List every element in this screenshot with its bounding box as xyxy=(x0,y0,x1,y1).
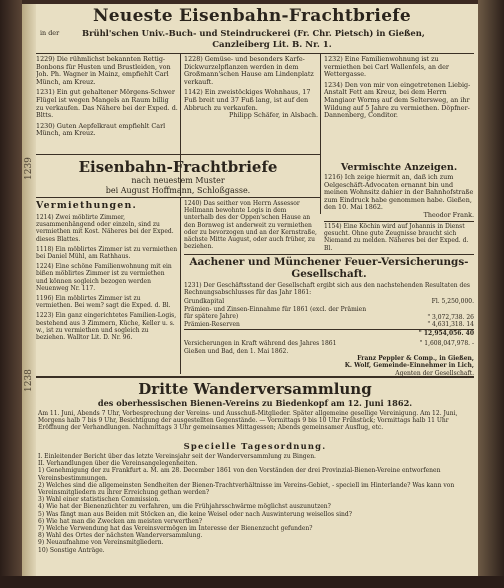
ad-rettig-bonbons: 1229) Die rühmlichst bekannten Rettig-Bonbons für Husten und Brustleiden, von Joh. Ph. Wagner in Mainz, empfiehlt Carl Münch, am Kreuz. xyxy=(36,56,171,86)
vermischte-sign: Theodor Frank. xyxy=(423,211,474,219)
vermieth-item: 1118) Ein möblirtes Zimmer ist zu vermiethen bei Daniel Mühl, am Rathhaus. xyxy=(36,245,178,261)
ad-familienwohnung: 1232) Eine Familienwohnung ist zu vermiethen bei Carl Wallenfels, an der Wettergasse. xyxy=(324,56,449,79)
insurance-place: Gießen und Bad, den 1. Mai 1862. xyxy=(184,348,289,355)
ad-fluegel: 1231) Ein gut gehaltener Mörgens-Schwer Flügel ist wegen Mangels an Raum billig zu verkaufen. Das Nähere bei der Exped. d. Bltts. xyxy=(36,88,178,120)
vermischte-title: Vermischte Anzeigen. xyxy=(340,162,458,173)
vermieth-item: 1196) Ein möblirtes Zimmer ist zu vermiethen. Bei wem? sagt die Exped. d. Bl. xyxy=(36,295,171,310)
assembly-title: Dritte Wanderversammlung xyxy=(138,380,372,398)
agenda-item: 5) Was fängt man aus Beiden mit Stöcken an, die keine Weisel oder nach Auswinterung weisellos sind? xyxy=(38,510,352,518)
agenda-item: 10) Sonstige Anträge. xyxy=(38,546,105,554)
insurance-intro: 1231) Der Geschäftsstand der Gesellschaft ergibt sich aus den nachstehenden Resultaten des Rechnungsabschlusses für das Jahr 1861: xyxy=(184,282,470,297)
ad-hellmann-logis: 1240) Das seither von Herrn Assessor Hellmann bewohnte Logis in dem unterhalb des der Oppen'schen Hause an den Bornweg ist anderweit zu vermiethen oder zu bevorzogen und an der Kernstraße, nächste Mitte August, oder auch früher, zu beziehen. xyxy=(184,200,317,251)
center-ad-sub1: nach neuestem Muster xyxy=(131,176,225,185)
insurance-row-label: Prämien-Reserven xyxy=(184,321,240,328)
assembly-agenda-title: Specielle Tagesordnung. xyxy=(183,441,327,451)
insurance-agents-2: K. Wolf, Gemeinde-Einnehmer in Lich, xyxy=(344,362,474,370)
assembly-subtitle: des oberhessischen Bienen-Vereins zu Biedenkopf am 12. Juni 1862. xyxy=(97,398,413,408)
masthead-line-b: Brühl'schen Univ.-Buch- und Steindruckerei (Fr. Chr. Pietsch) in Gießen, xyxy=(82,28,425,38)
vermieth-list xyxy=(36,214,178,374)
column-2-ads xyxy=(184,56,318,166)
insurance-row xyxy=(184,329,474,340)
book-edge-right xyxy=(478,0,504,588)
ad-wohnhaus: 1142) Ein zweistöckiges Wohnhaus, 17 Fuß breit und 37 Fuß lang, ist auf den Abbruch zu verkaufen. xyxy=(184,88,311,112)
insurance-row xyxy=(184,298,474,306)
insurance-row-value: " 4,631,318. 14 xyxy=(427,321,474,328)
assembly-agenda-list xyxy=(38,453,472,571)
insurance-row-value: Fl. 5,250,000. xyxy=(431,298,474,305)
center-ad-sub2: bei August Hoffmann, Schloßgasse. xyxy=(105,186,251,195)
insurance-row-value: " 3,072,738. 26 xyxy=(427,313,474,321)
insurance-table xyxy=(184,298,474,377)
rule-above-center-ad xyxy=(36,154,320,155)
vermieth-item: 1224) Eine schöne Familienwohnung mit ein bißen möblirtes Zimmer ist zu vermiethen und können sogleich bezogen werden Neuenweg Nr. 117. xyxy=(36,263,172,292)
side-page-number: 1239 xyxy=(24,157,34,180)
assembly-body: Am 11. Juni, Abends 7 Uhr, Vorbesprechung der Vereins- und Ausschuß-Mitglieder. Später allgemeine gesellige Vereinigung. Am 12. Juni, Morgens halb 7 bis 9 Uhr, Besichtigung der ausgestellten Gegenstände. — Vormittags 9 bis 10 Uhr Frühstück; Vormittags halb 11 Uhr Eröffnung der Verhandlungen. Nachmittags 3 Uhr gemeinsames Mittagessen; Abends gemeinsamer Ausflug, etc. xyxy=(38,410,458,432)
insurance-row-value: " 1,608,047,978. - xyxy=(419,340,474,347)
vermieth-title: Vermiethungen. xyxy=(36,200,137,211)
agenda-item: 4) Wie hat der Bienenzüchter zu verfahren, um die Frühjahrsschwärme möglichst auszunutzen? xyxy=(38,503,331,511)
vermischte-text: 1216) Ich zeige hiermit an, daß ich zum Oelgeschäft-Advocaten ernannt bin und meinen Wohnsitz dahier in der Bahnhofstraße zum Eindruck habe genommen habe. Gießen, den 10. Mai 1862. xyxy=(324,174,474,212)
insurance-agents-1: Franz Peppler & Comp., in Gießen, xyxy=(357,355,474,363)
vermieth-item: 1223) Ein ganz eingerichtetes Familien-Logis, bestehend aus 3 Zimmern, Küche, Keller u. s. w., ist zu vermiethen und sogleich zu beziehen. Walltor Lit. D. Nr. 96. xyxy=(36,312,177,342)
insurance-row xyxy=(184,340,474,348)
column-rule-3 xyxy=(180,198,181,374)
agenda-item: 7) Welche Verwendung hat das Vereinsvermögen im Interesse der Bienenzucht gefunden? xyxy=(38,525,313,533)
agenda-item: 1) Genehmigung der zu Frankfurt a. M. am 28. December 1861 von den Vorständen der drei Provinzial-Bienen-Vereine entworfenen Vereinsbestimmungen. xyxy=(38,467,441,482)
agenda-item: 6) Wie hat man die Zwecken am meisten verwerthen? xyxy=(38,517,203,525)
column-1-ads xyxy=(36,56,178,152)
side-page-number-2: 1238 xyxy=(24,369,34,392)
rule-under-masthead xyxy=(36,53,474,54)
insurance-row-label: Versicherungen in Kraft während des Jahres 1861 xyxy=(184,340,337,347)
agenda-item: I. Einleitender Bericht über das letzte Vereinsjahr seit der Wanderversammlung zu Bingen. xyxy=(38,453,316,460)
insurance-title: Aachener und Münchener Feuer-Versicherungs-Gesellschaft. xyxy=(189,256,469,280)
agenda-item: 2) Welches sind die allgemeinsten Sendheiten der Bienen-Trachtverhältnisse im Vereins-Gebiet, - speciell im Hinterlande? Was kann von Vereinsmitgliedern zu ihrer Erreichung gethan werden? xyxy=(38,481,455,497)
insurance-row xyxy=(184,306,474,321)
ad-gemuese: 1228) Gemüse- und besonders Karfe-Dickwurzelpflanzen werden in dem Großmann'schen Hause am Lindenplatz verkauft. xyxy=(184,56,314,86)
insurance-agents-3: Agenten der Gesellschaft. xyxy=(395,369,474,377)
rule-below-center-ad xyxy=(36,197,320,198)
agenda-item: 3) Wahl einer statistischen Commission. xyxy=(38,496,161,504)
insurance-row-value: " 12,954,056. 40 xyxy=(418,330,474,337)
book-edge-bottom xyxy=(0,576,504,588)
masthead-line-a: in der xyxy=(40,29,60,37)
rule-above-assembly xyxy=(36,376,474,378)
column-3-ads xyxy=(324,56,474,160)
rule-col3-small xyxy=(324,221,474,222)
ad-wohnhaus-sign: Philipp Schäfer, in Alsbach. xyxy=(229,111,318,120)
center-ad-title: Eisenbahn-Frachtbriefe xyxy=(78,158,278,176)
insurance-row xyxy=(184,321,474,329)
masthead-line-c: Canzleiberg Lit. B. Nr. 1. xyxy=(212,40,332,50)
rule-above-insurance xyxy=(184,254,474,255)
ad-koechin: 1154) Eine Köchin wird auf Johannis in Dienst gesucht. Ohne gute Zeugnisse braucht sich Niemand zu melden. Näheres bei der Exped. d. Bl. xyxy=(324,223,469,252)
binding-gutter xyxy=(22,4,36,576)
agenda-item: II. Verhandlungen über die Vereinsangelegenheiten. xyxy=(38,460,198,468)
column-rule-2 xyxy=(320,54,321,214)
vermieth-item: 1214) Zwei möblirte Zimmer, zusammenhängend oder einzeln, sind zu vermiethen mit Kost. Näheres bei der Exped. dieses Blattes. xyxy=(36,214,174,243)
insurance-row-label: Prämien- und Zinsen-Einnahme für 1861 (excl. der Prämien für spätere Jahre) xyxy=(184,306,367,321)
ad-aepfelkraut: 1230) Guten Aepfelkraut empfiehlt Carl Münch, am Kreuz. xyxy=(36,121,166,138)
agenda-item: 9) Neuaufnahme von Vereinsmitgliedern. xyxy=(38,539,164,547)
ad-liebig-anstalt: 1234) Den von mir von eingetretenen Liebig-Anstalt Fett am Kreuz, bei dem Herrn Mangiaor Wormş auf dem Seltersweg, an ihr Wildung auf 5 Jahre zu vermiethen. Döpfner-Dannenberg, Conditor. xyxy=(324,80,471,120)
agenda-item: 8) Wahl des Ortes der nächsten Wanderversammlung. xyxy=(38,532,203,540)
newspaper-page xyxy=(22,4,478,576)
book-edge-left xyxy=(0,0,22,588)
masthead-title: Neueste Eisenbahn-Frachtbriefe xyxy=(92,6,412,26)
insurance-row-label: Grundkapital xyxy=(184,298,225,305)
